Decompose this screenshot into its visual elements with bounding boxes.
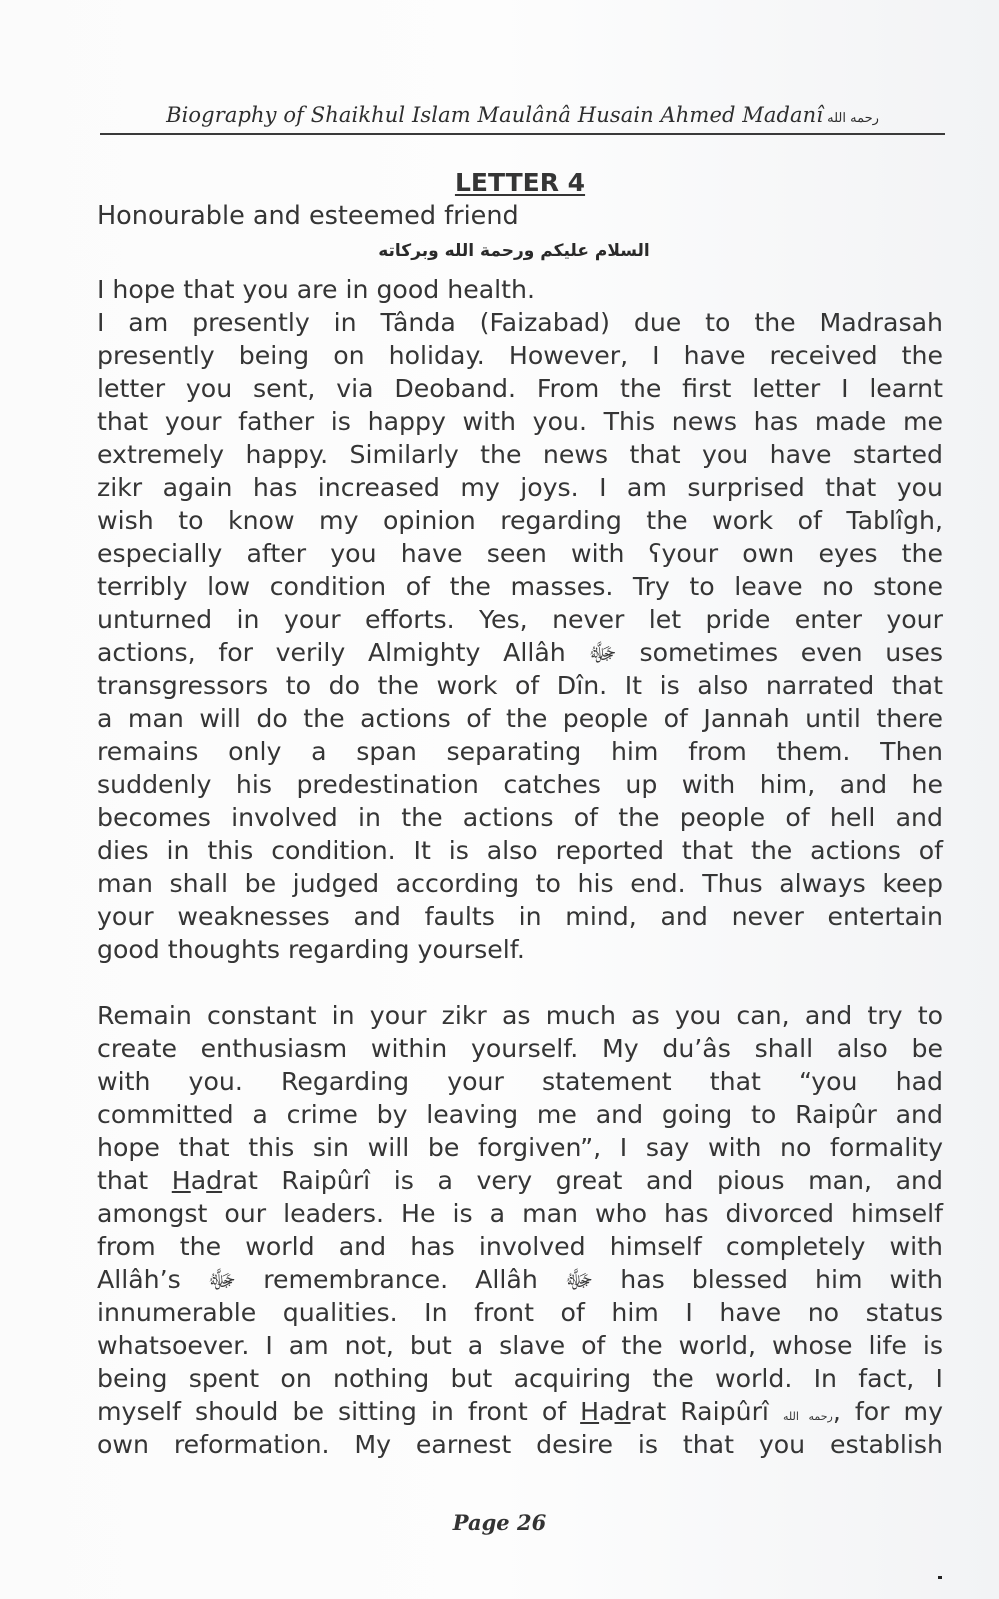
hadrat-d: d: [614, 1397, 631, 1426]
text-line: being spent on nothing but acquiring the world. In fact, I: [97, 1364, 943, 1393]
text-line-hadrat: [97, 1164, 943, 1197]
text-line: good thoughts regarding yourself.: [97, 935, 525, 964]
text-line: wish to know my opinion regarding the work of Tablîgh,: [97, 506, 943, 535]
running-header: [100, 103, 945, 127]
text-line: own reformation. My earnest desire is that you establish: [97, 1430, 943, 1459]
text-line: especially after you have seen with ʕyour own eyes the: [97, 539, 943, 568]
text-line: actions, for verily Almighty Allâh ﷻ sometimes even uses: [97, 638, 943, 667]
honorific-glyph: رحمه الله: [827, 111, 879, 126]
text-fragment: , for my: [832, 1397, 943, 1426]
honorific-glyph: رحمه الله: [782, 1410, 833, 1423]
text-line-hadrat: [97, 1395, 943, 1428]
paragraph-spacer: [97, 966, 943, 999]
hadrat-ha: H: [171, 1166, 191, 1195]
text-line: Remain constant in your zikr as much as you can, and try to: [97, 1001, 943, 1030]
text-line: terribly low condition of the masses. Try to leave no stone: [97, 572, 943, 601]
text-line: letter you sent, via Deoband. From the first letter I learnt: [97, 374, 943, 403]
salutation: Honourable and esteemed friend: [97, 201, 519, 231]
letter-title: LETTER 4: [454, 168, 586, 197]
paragraph-1: [97, 273, 943, 966]
text-line: Allâh’s ﷻ remembrance. Allâh ﷻ has blessed him with: [97, 1265, 943, 1294]
hadrat-ha: H: [580, 1397, 600, 1426]
text-line: amongst our leaders. He is a man who has divorced himself: [97, 1199, 943, 1228]
text-fragment: rat Raipûrî is a very great and pious man, and: [222, 1166, 944, 1195]
text-line: remains only a span separating him from them. Then: [97, 737, 943, 766]
running-title: Biography of Shaikhul Islam Maulânâ Husain Ahmed Madanî: [166, 103, 824, 127]
text-line: hope that this sin will be forgiven”, I say with no formality: [97, 1133, 943, 1162]
text-line: create enthusiasm within yourself. My du’âs shall also be: [97, 1034, 943, 1063]
text-line: extremely happy. Similarly the news that you have started: [97, 440, 943, 469]
text-line: transgressors to do the work of Dîn. It is also narrated that: [97, 671, 943, 700]
text-line: that your father is happy with you. This news has made me: [97, 407, 943, 436]
text-fragment: myself should be sitting in front of: [97, 1397, 581, 1426]
page-number: Page 26: [452, 1510, 547, 1535]
text-line: whatsoever. I am not, but a slave of the world, whose life is: [97, 1331, 943, 1360]
text-line: dies in this condition. It is also reported that the actions of: [97, 836, 943, 865]
text-line: zikr again has increased my joys. I am surprised that you: [97, 473, 943, 502]
text-fragment: rat Raipûrî: [630, 1397, 783, 1426]
text-line: suddenly his predestination catches up with him, and he: [97, 770, 943, 799]
scan-speck: [938, 1576, 942, 1579]
text-fragment: a: [190, 1166, 207, 1195]
hadrat-d: d: [206, 1166, 223, 1195]
text-line: committed a crime by leaving me and going to Raipûr and: [97, 1100, 943, 1129]
text-line: I hope that you are in good health.: [97, 275, 535, 304]
text-fragment: that: [97, 1166, 172, 1195]
header-rule: [100, 133, 945, 135]
text-line: man shall be judged according to his end. Thus always keep: [97, 869, 943, 898]
text-line: I am presently in Tânda (Faizabad) due to the Madrasah: [97, 308, 943, 337]
text-line: from the world and has involved himself completely with: [97, 1232, 943, 1261]
text-line: becomes involved in the actions of the people of hell and: [97, 803, 943, 832]
text-line: unturned in your efforts. Yes, never let pride enter your: [97, 605, 943, 634]
text-line: presently being on holiday. However, I have received the: [97, 341, 943, 370]
paragraph-2: [97, 999, 943, 1461]
text-line: your weaknesses and faults in mind, and never entertain: [97, 902, 943, 931]
text-line: a man will do the actions of the people of Jannah until there: [97, 704, 943, 733]
text-line: innumerable qualities. In front of him I have no status: [97, 1298, 943, 1327]
text-fragment: a: [599, 1397, 615, 1426]
letter-body: [97, 166, 943, 1461]
text-line: with you. Regarding your statement that “you had: [97, 1067, 943, 1096]
arabic-greeting: السلام عليكم ورحمة الله وبركاته: [378, 241, 650, 261]
